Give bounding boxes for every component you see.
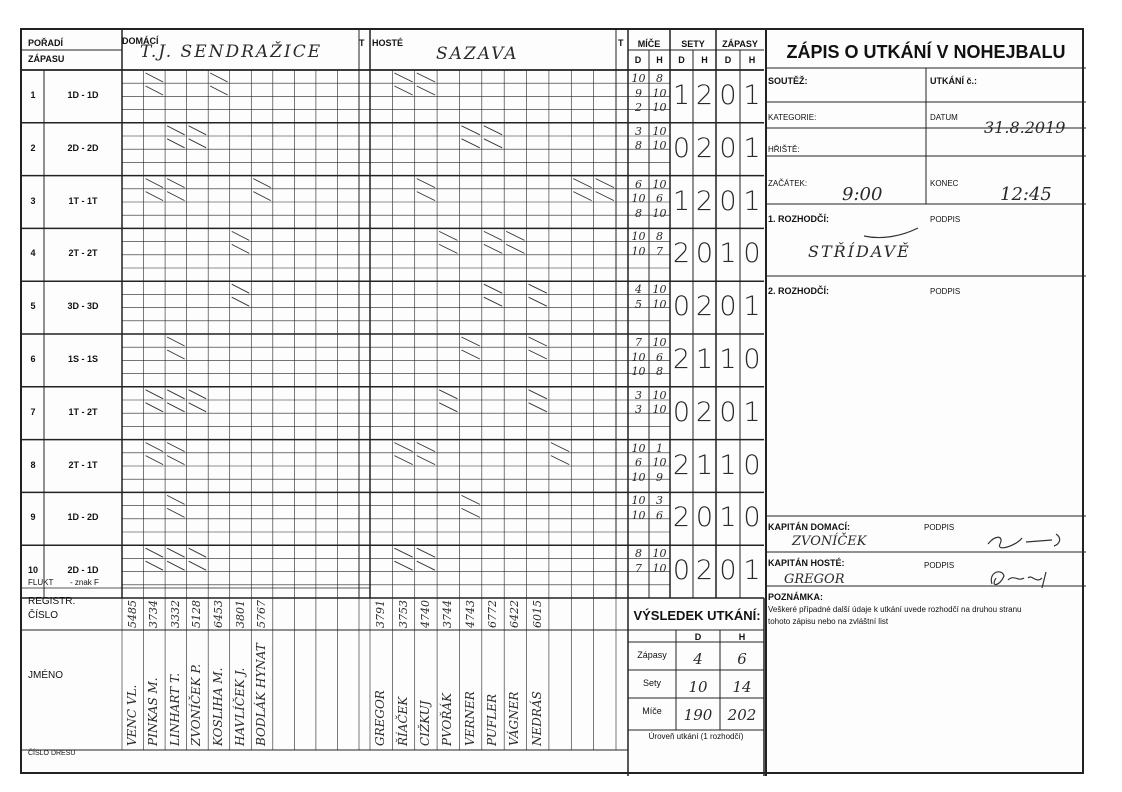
balls-home: 10 [631, 192, 646, 206]
mice-h: H [656, 55, 663, 65]
sets-home: 2 [672, 449, 691, 481]
participation-stroke [167, 139, 185, 148]
participation-stroke [461, 508, 479, 517]
participation-stroke [146, 456, 164, 465]
guest-player-reg: 6015 [530, 600, 544, 628]
participation-stroke [394, 443, 412, 452]
balls-guest: 8 [656, 365, 663, 378]
zapasy-guest: 1 [743, 185, 761, 217]
sets-guest: 2 [695, 555, 714, 587]
zacatek-label: ZAČÁTEK: [768, 179, 808, 188]
guest-player-name: PVOŘÁK [440, 692, 455, 746]
participation-stroke [232, 297, 250, 306]
mice-d: D [634, 55, 642, 65]
balls-home: 8 [635, 139, 642, 153]
guest-captain-signature [982, 564, 1072, 594]
participation-stroke [529, 284, 547, 293]
match-number: 5 [30, 301, 36, 312]
balls-guest: 6 [656, 508, 663, 522]
participation-stroke [573, 179, 591, 188]
hriste-label: HŘIŠTĚ: [768, 145, 800, 154]
participation-stroke [146, 561, 164, 570]
cislo-dresu-label: ČÍSLO DRESU [28, 750, 76, 757]
result-home-value: 190 [683, 706, 713, 724]
zapasy-home: 0 [719, 80, 737, 111]
balls-home: 10 [631, 350, 646, 364]
znak-label: - znak F [70, 578, 99, 587]
balls-home: 10 [631, 494, 646, 508]
balls-guest: 10 [652, 124, 667, 138]
zapasy-guest: 1 [743, 291, 761, 323]
balls-guest: 1 [656, 441, 663, 455]
balls-guest: 10 [652, 403, 667, 417]
sets-guest: 1 [695, 449, 714, 481]
balls-guest: 10 [652, 206, 667, 220]
guest-player-name: NEDRÁS [529, 691, 544, 746]
home-player-name: BODLÁK HYNAT [254, 643, 269, 746]
participation-stroke [417, 86, 435, 95]
participation-stroke [484, 297, 502, 306]
participation-stroke [484, 139, 502, 148]
participation-stroke [417, 561, 435, 570]
match-number: 1 [30, 90, 36, 100]
score-sheet [20, 28, 1084, 774]
participation-stroke [461, 126, 479, 135]
zapasy-guest: 0 [743, 502, 761, 534]
participation-stroke [506, 231, 524, 240]
zapasy-header: ZÁPASY [722, 39, 758, 49]
participation-stroke [167, 390, 185, 399]
balls-guest: 10 [652, 101, 667, 114]
match-number: 9 [30, 512, 36, 523]
balls-guest: 10 [652, 297, 667, 311]
participation-stroke [189, 126, 207, 135]
result-d-header: D [694, 632, 702, 642]
participation-stroke [417, 73, 435, 82]
balls-guest: 9 [656, 470, 663, 484]
result-row-label: Zápasy [637, 650, 667, 660]
balls-guest: 10 [652, 561, 667, 575]
home-player-name: HAVLÍČEK J. [232, 667, 247, 746]
participation-stroke [232, 284, 250, 293]
sets-home: 2 [672, 502, 691, 534]
match-type: 1T - 2T [68, 406, 98, 417]
balls-guest: 8 [656, 72, 663, 85]
poznamka-label: POZNÁMKA: [768, 592, 823, 602]
participation-stroke [573, 192, 591, 201]
zapasy-home: 1 [719, 502, 737, 534]
sety-header: SETY [681, 39, 705, 49]
balls-home: 4 [635, 283, 642, 297]
participation-stroke [167, 403, 185, 412]
konec-label: KONEC [930, 179, 959, 188]
participation-stroke [394, 86, 412, 95]
participation-stroke [417, 456, 435, 465]
sets-home: 0 [672, 555, 691, 587]
balls-home: 2 [635, 101, 642, 114]
kapitan-domaci-label: KAPITÁN DOMACÍ: [768, 522, 850, 532]
participation-stroke [189, 390, 207, 399]
participation-stroke [439, 244, 457, 253]
participation-stroke [167, 495, 185, 504]
result-h-header: H [738, 632, 746, 642]
sets-guest: 1 [695, 344, 714, 375]
balls-guest: 7 [656, 244, 663, 258]
sets-home: 1 [672, 185, 691, 217]
result-guest-value: 14 [732, 678, 752, 696]
home-player-name: PINKAS M. [146, 677, 161, 746]
participation-stroke [189, 403, 207, 412]
match-type: 1S - 1S [67, 354, 98, 364]
poznamka-text: Veškeré případné další údaje k utkání uvede rozhodčí na druhou stranu tohoto zápisu nebo na zvláštní list [768, 605, 1022, 626]
registr-label-1: REGISTR. [28, 596, 76, 607]
balls-guest: 10 [652, 547, 667, 561]
podpis-4: PODPIS [924, 561, 955, 570]
match-type: 1T - 1T [68, 195, 98, 206]
result-row-label: Míče [642, 706, 662, 716]
zapasy-guest: 1 [743, 555, 761, 587]
zapasy-guest: 0 [743, 449, 761, 481]
match-number: 2 [30, 142, 36, 153]
home-captain-signature [982, 526, 1072, 554]
sets-guest: 2 [695, 80, 714, 111]
participation-stroke [253, 192, 271, 201]
zapasy-home: 1 [719, 344, 737, 375]
participation-stroke [146, 179, 164, 188]
participation-stroke [529, 403, 547, 412]
podpis-3: PODPIS [924, 523, 955, 532]
balls-home: 3 [635, 403, 642, 417]
participation-stroke [167, 126, 185, 135]
participation-stroke [439, 390, 457, 399]
balls-guest: 10 [652, 139, 667, 153]
guest-player-reg: 3744 [441, 600, 455, 628]
balls-home: 10 [631, 244, 646, 258]
home-player-reg: 3734 [147, 600, 161, 628]
balls-home: 6 [635, 177, 642, 191]
match-type: 2D - 1D [67, 565, 99, 576]
sets-guest: 2 [695, 132, 714, 164]
participation-stroke [167, 561, 185, 570]
guest-player-reg: 3753 [396, 600, 410, 628]
participation-stroke [596, 179, 614, 188]
flukt-label [28, 577, 53, 588]
participation-stroke [232, 231, 250, 240]
guest-player-reg: 3791 [374, 600, 388, 628]
zapasy-home: 0 [719, 396, 737, 428]
participation-stroke [394, 456, 412, 465]
poradi-label-1: POŘADÍ [28, 38, 64, 48]
participation-stroke [461, 337, 479, 346]
participation-stroke [439, 403, 457, 412]
participation-stroke [461, 350, 479, 359]
home-player-reg: 3332 [168, 600, 182, 628]
match-number: 3 [30, 195, 36, 206]
participation-stroke [417, 548, 435, 557]
balls-home: 3 [635, 388, 642, 402]
balls-home: 7 [635, 336, 642, 349]
participation-stroke [146, 443, 164, 452]
home-player-reg: 5485 [125, 600, 139, 628]
participation-stroke [417, 443, 435, 452]
zapasy-guest: 0 [743, 238, 761, 270]
utkani-c-label: UTKÁNÍ č.: [930, 76, 977, 86]
zapasy-home: 0 [719, 132, 737, 164]
balls-home: 8 [635, 206, 642, 220]
podpis-1: PODPIS [930, 215, 961, 224]
balls-guest: 8 [656, 230, 663, 244]
balls-guest: 10 [652, 336, 667, 349]
zapasy-home: 0 [719, 185, 737, 217]
zapasy-guest: 1 [743, 396, 761, 428]
balls-home: 10 [631, 441, 646, 455]
balls-home: 3 [635, 124, 642, 138]
participation-stroke [146, 403, 164, 412]
balls-guest: 10 [652, 177, 667, 191]
sets-home: 0 [672, 132, 691, 164]
sets-home: 1 [672, 80, 691, 111]
datum-label: DATUM [930, 113, 958, 122]
sets-guest: 2 [695, 396, 714, 428]
rozhodci1-label: 1. ROZHODČÍ: [768, 214, 830, 224]
match-number: 10 [27, 565, 38, 576]
datum-value: 31.8.2019 [984, 118, 1066, 137]
participation-stroke [232, 244, 250, 253]
participation-stroke [529, 390, 547, 399]
participation-stroke [484, 231, 502, 240]
participation-stroke [146, 390, 164, 399]
participation-stroke [146, 548, 164, 557]
home-player-name: VENC VL. [124, 684, 139, 746]
match-type: 3D - 3D [67, 301, 99, 312]
home-player-name: ZVONÍČEK P. [189, 663, 204, 746]
result-title: VÝSLEDEK UTKÁNÍ: [633, 608, 761, 623]
domaci-label: DOMÁCÍ [122, 36, 159, 46]
result-home-value: 10 [688, 678, 708, 696]
participation-stroke [146, 192, 164, 201]
participation-stroke [146, 86, 164, 95]
guest-player-reg: 6422 [508, 600, 522, 628]
rozhodci2-label: 2. ROZHODČÍ: [768, 286, 830, 296]
participation-stroke [484, 284, 502, 293]
sets-guest: 0 [695, 238, 714, 270]
participation-stroke [596, 192, 614, 201]
home-player-reg: 5128 [190, 600, 204, 628]
flukt-text: FLUKT [28, 578, 54, 587]
zapasy-guest: 1 [743, 80, 761, 111]
kapitan-domaci-value: ZVONÍČEK [792, 534, 867, 549]
participation-stroke [551, 443, 569, 452]
hoste-label: HOSTÉ [372, 38, 404, 48]
rozhodci1-value: STŘÍDAVĚ [808, 242, 911, 261]
zacatek-value: 9:00 [842, 184, 883, 205]
result-guest-value: 202 [727, 706, 757, 724]
participation-stroke [167, 337, 185, 346]
home-player-reg: 3801 [233, 600, 247, 628]
referee-mark [862, 226, 922, 240]
participation-stroke [529, 350, 547, 359]
guest-player-reg: 4743 [463, 600, 477, 628]
match-type: 2D - 2D [67, 142, 99, 153]
match-type: 1D - 1D [67, 90, 99, 100]
zapasy-home: 1 [719, 449, 737, 481]
guest-player-name: VÁGNER [507, 691, 522, 746]
guest-player-reg: 6772 [486, 600, 499, 628]
t-label-guest: T [618, 38, 624, 48]
participation-stroke [417, 179, 435, 188]
zapasy-home: 1 [719, 238, 737, 270]
participation-stroke [417, 192, 435, 201]
match-type: 2T - 1T [68, 459, 98, 470]
sets-home: 2 [672, 238, 691, 270]
balls-home: 5 [635, 297, 642, 311]
balls-home: 10 [631, 72, 646, 85]
balls-home: 10 [631, 230, 646, 244]
guest-player-name: CIŽKUJ [417, 700, 432, 746]
guest-player-name: VERNER [462, 691, 477, 746]
participation-stroke [394, 561, 412, 570]
guest-player-name: GREGOR [373, 690, 388, 746]
participation-stroke [189, 548, 207, 557]
participation-stroke [394, 73, 412, 82]
sets-guest: 2 [695, 185, 714, 217]
match-number: 6 [30, 354, 36, 364]
participation-stroke [461, 139, 479, 148]
balls-home: 10 [631, 508, 646, 522]
uroven-label: Úroveň utkání (1 rozhodčí) [648, 732, 744, 741]
sety-d: D [678, 55, 685, 65]
balls-guest: 6 [656, 192, 663, 206]
participation-stroke [167, 179, 185, 188]
home-player-reg: 5767 [255, 600, 269, 628]
kapitan-hoste-label: KAPITÁN HOSTÉ: [768, 558, 845, 568]
balls-home: 7 [635, 561, 642, 575]
participation-stroke [506, 244, 524, 253]
balls-guest: 6 [656, 350, 663, 364]
jmeno-label: JMÉNO [28, 670, 63, 681]
match-type: 2T - 2T [68, 248, 98, 259]
balls-guest: 10 [652, 283, 667, 297]
participation-stroke [146, 73, 164, 82]
participation-stroke [484, 244, 502, 253]
balls-home: 9 [635, 86, 642, 100]
sets-guest: 2 [695, 291, 714, 323]
balls-home: 10 [631, 470, 646, 484]
balls-home: 10 [631, 365, 646, 378]
sety-h: H [701, 55, 708, 65]
zapasy-home: 0 [719, 291, 737, 323]
participation-stroke [189, 139, 207, 148]
participation-stroke [167, 443, 185, 452]
zapasy-d: D [724, 55, 732, 65]
balls-guest: 10 [652, 86, 667, 100]
konec-value: 12:45 [1000, 184, 1052, 205]
guest-player-reg: 4740 [418, 600, 432, 628]
participation-stroke [167, 548, 185, 557]
participation-stroke [253, 179, 271, 188]
podpis-2: PODPIS [930, 287, 961, 296]
participation-stroke [167, 456, 185, 465]
participation-stroke [529, 337, 547, 346]
participation-stroke [394, 548, 412, 557]
sets-home: 0 [672, 291, 691, 323]
home-player-name: KOSLIHA M. [210, 667, 225, 746]
participation-stroke [167, 508, 185, 517]
result-guest-value: 6 [737, 650, 747, 668]
result-home-value: 4 [693, 650, 703, 668]
participation-stroke [551, 456, 569, 465]
participation-stroke [529, 297, 547, 306]
balls-guest: 3 [656, 494, 663, 508]
guest-player-name: PUFLER [485, 693, 499, 746]
home-team-name: T.J. SENDRAŽICE [140, 42, 323, 62]
zapasy-home: 0 [719, 555, 737, 587]
result-row-label: Sety [642, 678, 661, 688]
balls-guest: 10 [652, 388, 667, 402]
zapasy-guest: 0 [743, 344, 761, 375]
zapasy-h: H [748, 55, 756, 65]
participation-stroke [189, 561, 207, 570]
kategorie-label: KATEGORIE: [768, 113, 817, 122]
mice-header: MÍČE [637, 39, 661, 49]
participation-stroke [167, 350, 185, 359]
t-label-home: T [359, 38, 365, 48]
match-number: 8 [30, 459, 36, 470]
balls-home: 6 [635, 456, 642, 470]
soutez-label: SOUTĚŽ: [768, 76, 808, 86]
participation-stroke [484, 126, 502, 135]
participation-stroke [439, 231, 457, 240]
match-number: 7 [30, 406, 36, 417]
sets-home: 2 [672, 344, 691, 375]
poradi-label-2: ZÁPASU [28, 54, 65, 64]
balls-guest: 10 [652, 456, 667, 470]
guest-player-name: ŘÍAČEK [395, 696, 410, 746]
match-type: 1D - 2D [67, 512, 99, 523]
home-player-name: LINHART T. [167, 672, 182, 746]
sets-home: 0 [672, 396, 691, 428]
match-number: 4 [30, 248, 36, 259]
kapitan-hoste-value: GREGOR [784, 572, 845, 587]
participation-stroke [167, 192, 185, 201]
sheet-title: ZÁPIS O UTKÁNÍ V NOHEJBALU [786, 42, 1066, 62]
home-player-reg: 6453 [211, 600, 225, 628]
guest-team-name: SAZAVA [436, 44, 519, 64]
participation-stroke [210, 73, 228, 82]
participation-stroke [461, 495, 479, 504]
balls-home: 8 [635, 547, 642, 561]
registr-label-2: ČÍSLO [28, 610, 59, 621]
participation-stroke [210, 86, 228, 95]
zapasy-guest: 1 [743, 132, 761, 164]
sets-guest: 0 [695, 502, 714, 534]
